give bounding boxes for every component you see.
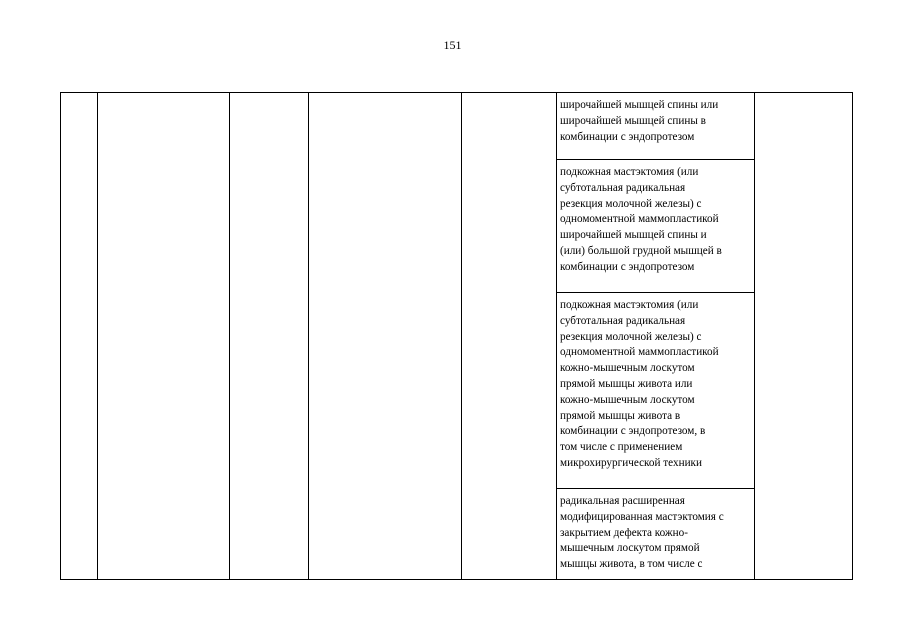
procedure-text-line: одномоментной маммопластикой (560, 213, 719, 226)
procedure-cell (557, 160, 755, 293)
procedure-text-line: (или) большой грудной мышцей в (560, 244, 722, 257)
procedure-cell (557, 489, 755, 580)
procedure-text-line: кожно-мышечным лоскутом (560, 362, 695, 375)
procedure-text-line: прямой мышцы живота или (560, 377, 693, 390)
procedure-text-line: подкожная мастэктомия (или (560, 299, 699, 311)
procedure-text-line: одномоментной маммопластикой (560, 346, 719, 359)
procedure-text-line: субтотальная радикальная (560, 181, 686, 194)
procedure-text-line: модифицированная мастэктомия с (560, 510, 724, 523)
procedure-cell (557, 293, 755, 489)
procedure-text-line: субтотальная радикальная (560, 314, 686, 327)
procedure-text-line: комбинации с эндопротезом, в (560, 425, 706, 438)
column-divider-3 (308, 93, 309, 579)
page-number: 151 (443, 38, 462, 52)
procedure-text-line: мышцы живота, в том числе с (560, 558, 703, 571)
procedure-cell (557, 93, 755, 160)
column-divider-2 (229, 93, 230, 579)
procedure-text-line: резекция молочной железы) с (560, 197, 702, 210)
procedure-text-line: прямой мышцы живота в (560, 409, 681, 422)
procedure-text-line: комбинации с эндопротезом (560, 260, 695, 273)
procedure-text-line: широчайшей мышцей спины и (560, 229, 707, 242)
procedures-table (60, 92, 853, 580)
procedure-column (557, 93, 755, 580)
procedure-text-line: закрытием дефекта кожно- (560, 526, 688, 539)
procedure-text-line: подкожная мастэктомия (или (560, 166, 699, 178)
procedure-text-line: широчайшей мышцей спины в (560, 114, 706, 127)
procedure-text-line: том числе с применением (560, 441, 683, 454)
procedure-text-line: кожно-мышечным лоскутом (560, 393, 695, 406)
procedure-text-line: радикальная расширенная (560, 495, 685, 507)
procedure-text-line: мышечным лоскутом прямой (560, 542, 700, 555)
column-divider-4 (461, 93, 462, 579)
procedure-text-line: резекция молочной железы) с (560, 330, 702, 343)
procedure-text-line: комбинации с эндопротезом (560, 130, 695, 143)
column-divider-1 (97, 93, 98, 579)
procedure-text-line: микрохирургической техники (560, 456, 702, 469)
procedure-text-line: широчайшей мышцей спины или (560, 99, 719, 111)
